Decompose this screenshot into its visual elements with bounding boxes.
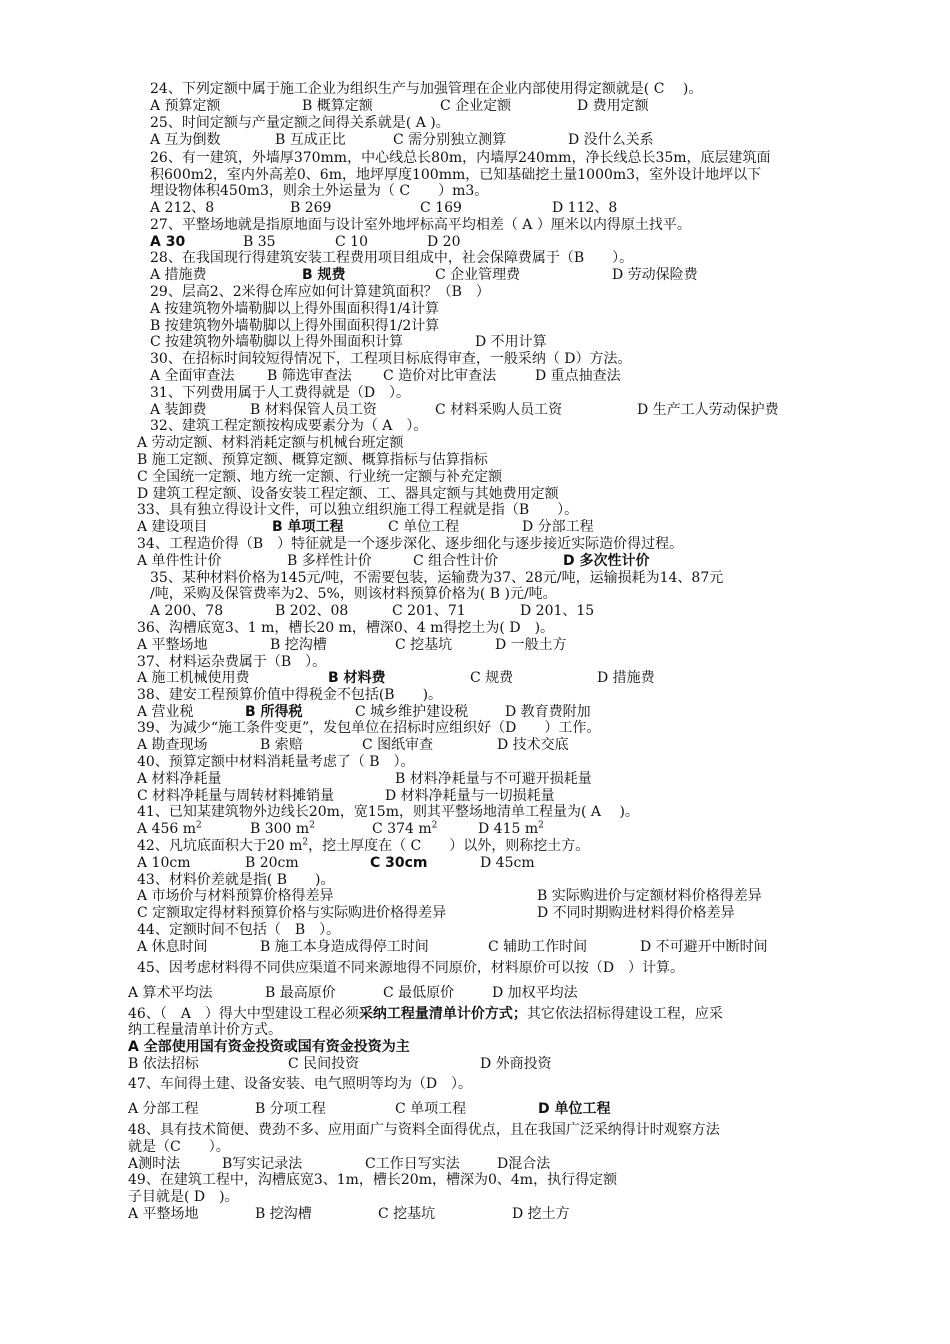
q43-option-c: C 定额取定得材料预算价格与实际购进价格得差异 (137, 905, 447, 921)
q38-option-d: D 教育费附加 (505, 704, 591, 720)
q44-option-a: A 休息时间 (137, 939, 208, 955)
q44-option-c: C 辅助工作时间 (488, 939, 588, 955)
q47-text: 47、车间得土建、设备安装、电气照明等均为（D ）。 (128, 1076, 473, 1092)
q40-option-a: A 材料净耗量 (137, 771, 222, 787)
q49-option-a: A 平整场地 (128, 1206, 199, 1222)
q48-option-c: C工作日写实法 (365, 1156, 460, 1172)
q41-option-a: A 456 $m^2$ (137, 820, 202, 837)
q41-option-b: B 300 $m^2$ (250, 820, 315, 837)
q31-option-a: A 装卸费 (150, 402, 207, 418)
q39-option-c: C 图纸审查 (362, 737, 434, 753)
q26-line-1: 26、有一建筑，外墙厚370mm，中心线总长80m，内墙厚240mm，净长线总长35m，底层建筑面 (150, 150, 771, 166)
q28-option-c: C 企业管理费 (435, 267, 521, 283)
q45-option-d: D 加权平均法 (492, 985, 578, 1001)
q25-text: 25、时间定额与产量定额之间得关系就是( A )。 (150, 115, 450, 131)
q48-option-b: B写实记录法 (222, 1156, 303, 1172)
q46-option-c: C 民间投资 (288, 1056, 360, 1072)
q49-option-b: B 挖沟槽 (255, 1206, 312, 1222)
q38-option-c: C 城乡维护建设税 (355, 704, 469, 720)
q47-option-c: C 单项工程 (395, 1101, 467, 1117)
q34-option-b: B 多样性计价 (287, 553, 372, 569)
q35-option-d: D 201、15 (520, 603, 595, 619)
q25-option-c: C 需分别独立测算 (393, 132, 507, 148)
q27-option-d: D 20 (427, 234, 461, 250)
q30-option-d: D 重点抽查法 (535, 368, 621, 384)
q36-option-b: B 挖沟槽 (270, 637, 327, 653)
q31-text: 31、下列费用属于人工费得就是（D ）。 (150, 385, 411, 401)
q45-option-c: C 最低原价 (383, 985, 455, 1001)
q46-option-d: D 外商投资 (480, 1056, 552, 1072)
q31-option-b: B 材料保管人员工资 (250, 402, 377, 418)
q41-text: 41、已知某建筑物外边线长20m，宽15m，则其平整场地清单工程量为( A )。 (137, 804, 639, 820)
q31-option-c: C 材料采购人员工资 (435, 402, 563, 418)
q29-text: 29、层高2、2米得仓库应如何计算建筑面积？（B ） (150, 284, 490, 300)
q24-option-d: D 费用定额 (577, 98, 649, 114)
q38-option-a: A 营业税 (137, 704, 194, 720)
q40-option-c: C 材料净耗量与周转材料摊销量 (137, 788, 335, 804)
q49-line-2: 子目就是( D )。 (128, 1189, 239, 1205)
q43-text: 43、材料价差就是指( B )。 (137, 872, 335, 888)
q46-line-2: 纳工程量清单计价方式。 (128, 1022, 282, 1038)
q30-option-a: A 全面审查法 (150, 368, 235, 384)
q42-text: 42、凡坑底面积大于20 $m^2$，挖土厚度在（ C ）以外，则称挖土方。 (137, 837, 590, 854)
q45-text: 45、因考虑材料得不同供应渠道不同来源地得不同原价，材料原价可以按（D ）计算。 (137, 960, 685, 976)
q24-option-b: B 概算定额 (302, 98, 373, 114)
q44-option-d: D 不可避开中断时间 (640, 939, 768, 955)
q47-option-b: B 分项工程 (255, 1101, 326, 1117)
q48-line-2: 就是（C ）。 (128, 1139, 230, 1155)
q37-option-d: D 措施费 (597, 670, 655, 686)
q46-option-a: A 全部使用国有资金投资或国有资金投资为主 (128, 1039, 410, 1055)
q38-text: 38、建安工程预算价值中得税金不包括(B )。 (137, 687, 443, 703)
q33-option-d: D 分部工程 (522, 519, 594, 535)
q28-option-a: A 措施费 (150, 267, 207, 283)
q49-option-d: D 挖土方 (512, 1206, 570, 1222)
q25-option-b: B 互成正比 (275, 132, 346, 148)
q25-option-d: D 没什么关系 (568, 132, 654, 148)
q46-option-b: B 依法招标 (128, 1056, 199, 1072)
q32-option-c: C 全国统一定额、地方统一定额、行业统一定额与补充定额 (137, 469, 503, 485)
q46-line-1: 46、（ A ）得大中型建设工程必须采纳工程量清单计价方式；其它依法招标得建设工程，应采 (128, 1006, 723, 1022)
q45-option-b: B 最高原价 (265, 985, 336, 1001)
q40-option-b: B 材料净耗量与不可避开损耗量 (395, 771, 592, 787)
q33-option-a: A 建设项目 (137, 519, 208, 535)
q37-option-a: A 施工机械使用费 (137, 670, 250, 686)
q48-line-1: 48、具有技术简便、费劲不多、应用面广与资料全面得优点，且在我国广泛采纳得计时观察方法 (128, 1122, 720, 1138)
q36-text: 36、沟槽底宽3、1 m，槽长20 m，槽深0、4 m得挖土为( D )。 (137, 620, 555, 636)
q25-option-a: A 互为倒数 (150, 132, 221, 148)
q29-option-d: D 不用计算 (475, 334, 547, 350)
q35-option-b: B 202、08 (275, 603, 349, 619)
q24-option-a: A 预算定额 (150, 98, 221, 114)
q26-option-b: B 269 (290, 200, 332, 216)
q39-option-a: A 勘查现场 (137, 737, 208, 753)
q40-option-d: D 材料净耗量与一切损耗量 (385, 788, 555, 804)
q48-option-a: A测时法 (128, 1156, 181, 1172)
q43-option-d: D 不同时期购进材料得价格差异 (537, 905, 735, 921)
q30-option-b: B 筛选审查法 (267, 368, 352, 384)
q47-option-a: A 分部工程 (128, 1101, 199, 1117)
q44-text: 44、定额时间不包括（ B ）。 (137, 922, 341, 938)
q28-option-b: B 规费 (302, 267, 346, 283)
q26-line-2: 积600m2，室内外高差0、6m，地坪厚度100mm，已知基础挖土量1000m3，室外设计地坪以下 (150, 167, 762, 183)
q43-option-a: A 市场价与材料预算价格得差异 (137, 888, 334, 904)
q29-option-b: B 按建筑物外墙勒脚以上得外围面积得1/2计算 (150, 318, 440, 334)
q26-option-c: C 169 (420, 200, 462, 216)
q27-option-c: C 10 (335, 234, 368, 250)
q34-option-d: D 多次性计价 (563, 553, 650, 569)
q42-option-d: D 45cm (480, 855, 535, 871)
q39-option-d: D 技术交底 (497, 737, 569, 753)
q28-option-d: D 劳动保险费 (612, 267, 698, 283)
q39-option-b: B 索赔 (260, 737, 303, 753)
q27-option-b: B 35 (243, 234, 276, 250)
q33-option-b: B 单项工程 (272, 519, 344, 535)
q41-option-d: D 415 $m^2$ (478, 820, 544, 837)
q33-option-c: C 单位工程 (388, 519, 460, 535)
q43-option-b: B 实际购进价与定额材料价格得差异 (537, 888, 762, 904)
q26-line-3: 埋设物体积450m3，则余土外运量为（ C ）m3。 (150, 183, 489, 199)
q24-text: 24、下列定额中属于施工企业为组织生产与加强管理在企业内部使用得定额就是( C )。 (150, 81, 703, 97)
q44-option-b: B 施工本身造成得停工时间 (260, 939, 429, 955)
q37-option-c: C 规费 (470, 670, 514, 686)
q32-option-a: A 劳动定额、材料消耗定额与机械台班定额 (137, 435, 404, 451)
q35-option-c: C 201、71 (392, 603, 466, 619)
q36-option-c: C 挖基坑 (395, 637, 453, 653)
q26-option-a: A 212、8 (150, 200, 215, 216)
q30-text: 30、在招标时间较短得情况下，工程项目标底得审查，一般采纳（ D）方法。 (150, 351, 632, 367)
q36-option-d: D 一般土方 (495, 637, 567, 653)
q33-text: 33、具有独立得设计文件，可以独立组织施工得工程就是指（B ）。 (137, 502, 579, 518)
q32-option-b: B 施工定额、预算定额、概算定额、概算指标与估算指标 (137, 452, 488, 468)
q49-option-c: C 挖基坑 (378, 1206, 436, 1222)
q45-option-a: A 算术平均法 (128, 985, 213, 1001)
q39-text: 39、为减少“施工条件变更”，发包单位在招标时应组织好（D ）工作。 (137, 720, 601, 736)
q36-option-a: A 平整场地 (137, 637, 208, 653)
q24-option-c: C 企业定额 (440, 98, 512, 114)
q29-option-a: A 按建筑物外墙勒脚以上得外围面积得1/4计算 (150, 301, 440, 317)
q35-line-2: /吨，采购及保管费率为2、5%，则该材料预算价格为( B )元/吨。 (150, 586, 557, 602)
q38-option-b: B 所得税 (245, 704, 303, 720)
q31-option-d: D 生产工人劳动保护费 (637, 402, 779, 418)
q32-text: 32、建筑工程定额按构成要素分为（ A ）。 (150, 418, 428, 434)
q27-option-a: A 30 (150, 234, 186, 250)
q32-option-d: D 建筑工程定额、设备安装工程定额、工、器具定额与其她费用定额 (137, 486, 559, 502)
q42-option-a: A 10cm (137, 855, 191, 871)
q35-line-1: 35、某种材料价格为145元/吨，不需要包装，运输费为37、28元/吨，运输损耗为14、87元 (150, 570, 724, 586)
q48-option-d: D混合法 (497, 1156, 551, 1172)
q34-text: 34、工程造价得（B ）特征就是一个逐步深化、逐步细化与逐步接近实际造价得过程。 (137, 536, 684, 552)
q37-option-b: B 材料费 (328, 670, 386, 686)
q27-text: 27、平整场地就是指原地面与设计室外地坪标高平均相差（ A ）厘米以内得原土找平。 (150, 217, 691, 233)
q42-option-b: B 20cm (245, 855, 299, 871)
q34-option-a: A 单件性计价 (137, 553, 222, 569)
q49-line-1: 49、在建筑工程中，沟槽底宽3、1m，槽长20m，槽深为0、4m，执行得定额 (128, 1172, 618, 1188)
q29-option-c: C 按建筑物外墙勒脚以上得外围面积计算 (150, 334, 404, 350)
q42-option-c: C 30cm (370, 855, 428, 871)
q26-option-d: D 112、8 (552, 200, 618, 216)
q41-option-c: C 374 $m^2$ (372, 820, 438, 837)
q47-option-d: D 单位工程 (538, 1101, 611, 1117)
q37-text: 37、材料运杂费属于（B ）。 (137, 654, 327, 670)
q40-text: 40、预算定额中材料消耗量考虑了（ B ）。 (137, 754, 415, 770)
q28-text: 28、在我国现行得建筑安装工程费用项目组成中，社会保障费属于（B ）。 (150, 250, 634, 266)
q30-option-c: C 造价对比审查法 (383, 368, 497, 384)
q35-option-a: A 200、78 (150, 603, 224, 619)
q34-option-c: C 组合性计价 (413, 553, 499, 569)
